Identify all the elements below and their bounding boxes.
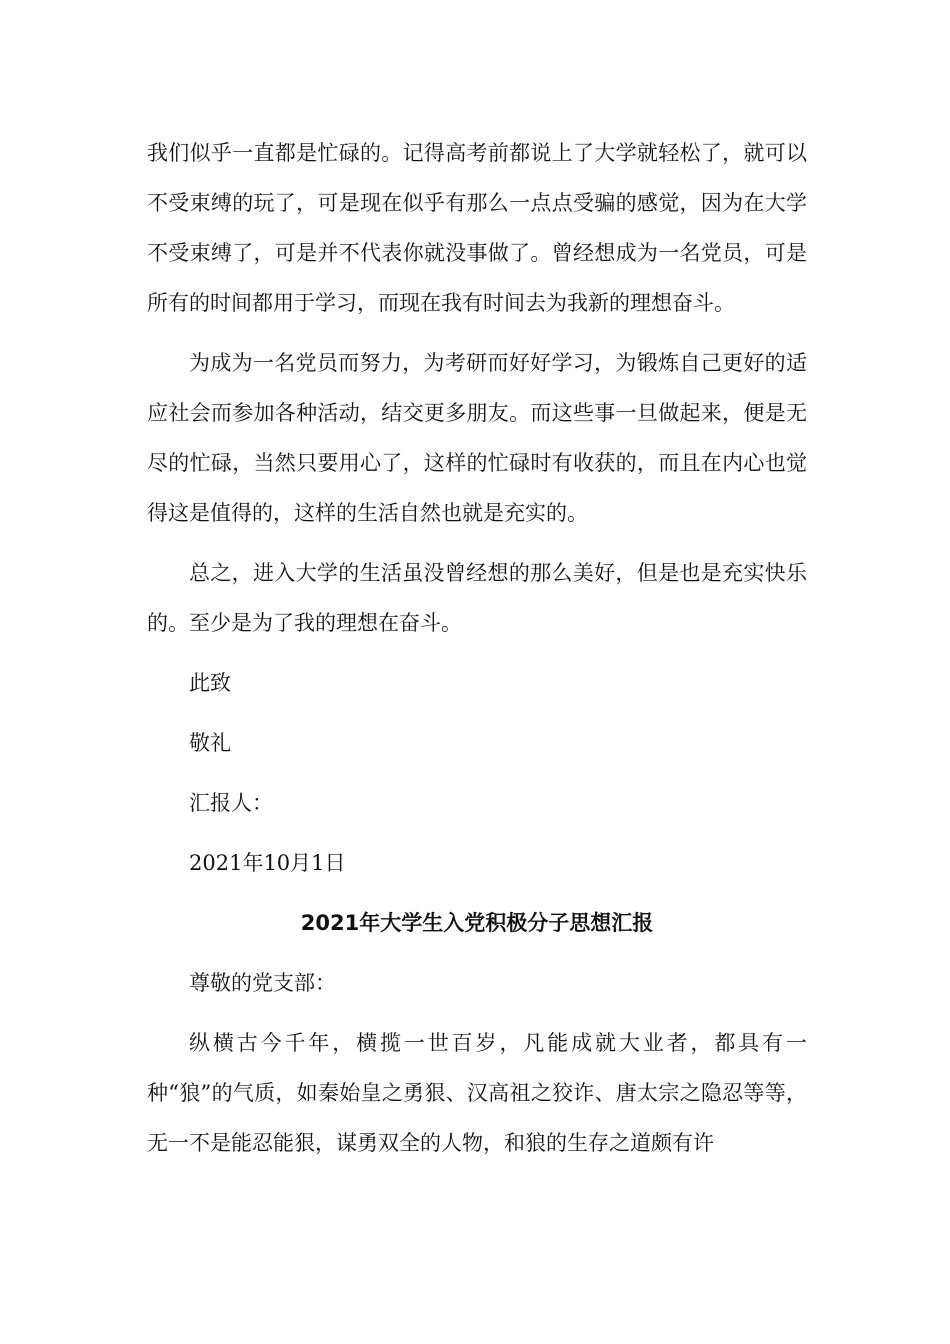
closing-line-2: 敬礼 [189,731,231,755]
paragraph-2: 为成为一名党员而努力，为考研而好好学习，为锻炼自己更好的适应社会而参加各种活动，结交更多朋友。而这些事一旦做起来，便是无尽的忙碌，当然只要用心了，这样的忙碌时有收获的，而且在内心也觉得这是值得的，这样的生活自然也就是充实的。 [147,351,807,525]
date-line: 2021年10月1日 [189,851,346,875]
paragraph-3: 总之，进入大学的生活虽没曾经想的那么美好，但是也是充实快乐的。至少是为了我的理想在奋斗。 [147,561,807,635]
reporter-line: 汇报人： [189,791,273,815]
document-body [147,128,807,1168]
paragraph-1: 我们似乎一直都是忙碌的。记得高考前都说上了大学就轻松了，就可以不受束缚的玩了，可是现在似乎有那么一点点受骗的感觉，因为在大学不受束缚了，可是并不代表你就没事做了。曾经想成为一名党员，可是所有的时间都用于学习，而现在我有时间去为我新的理想奋斗。 [147,141,807,315]
closing-line-1: 此致 [189,671,231,695]
salutation-line: 尊敬的党支部： [189,971,336,995]
paragraph-4: 纵横古今千年，横揽一世百岁，凡能成就大业者，都具有一种“狼”的气质，如秦始皇之勇狠、汉高祖之狡诈、唐太宗之隐忍等等，无一不是能忍能狠，谋勇双全的人物，和狼的生存之道颇有许 [147,1031,807,1155]
section-heading: 2021年大学生入党积极分子思想汇报 [300,911,654,935]
